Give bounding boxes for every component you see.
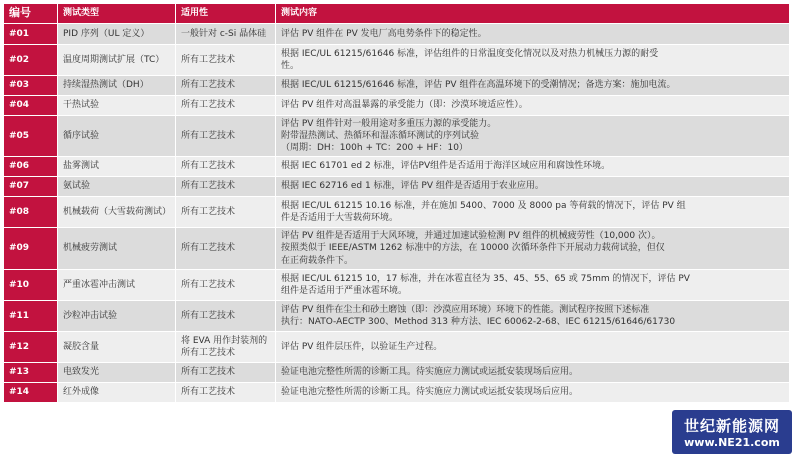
- row-test-type: 凝胶含量: [58, 332, 176, 362]
- row-content: [276, 76, 790, 95]
- row-test-type: 干热试验: [58, 96, 176, 115]
- row-test-type: 机械载荷（大雪载荷测试）: [58, 197, 176, 227]
- watermark-url: www.NE21.com: [684, 436, 780, 449]
- row-id: #08: [4, 197, 58, 227]
- row-applicability: 所有工艺技术: [176, 96, 276, 115]
- header-id: 编号: [4, 4, 58, 23]
- row-id: #11: [4, 301, 58, 331]
- row-id: #09: [4, 228, 58, 269]
- row-applicability: 将 EVA 用作封装剂的所有工艺技术: [176, 332, 276, 362]
- content-line: 根据 IEC/UL 61215/61646 标准，评估组件的日常温度变化情况以及对热力机械压力源的耐受: [281, 48, 659, 59]
- row-applicability: 所有工艺技术: [176, 76, 276, 95]
- watermark-title: 世纪新能源网: [683, 417, 780, 435]
- content-line: 附带湿热测试、热循环和湿冻循环测试的序列试验: [281, 130, 480, 141]
- row-id: #10: [4, 270, 58, 300]
- row-applicability: 所有工艺技术: [176, 45, 276, 75]
- test-table: [4, 4, 790, 402]
- content-line: 验证电池完整性所需的诊断工具。待实施应力测试或运抵安装现场后应用。: [281, 367, 579, 378]
- content-line: 评估 PV 组件是否适用于大风环境，并通过加速试验检测 PV 组件的机械疲劳性（10,000 次）。: [281, 231, 661, 242]
- content-line: 评估 PV 组件针对一般用途对多重压力源的承受能力。: [281, 118, 497, 129]
- row-test-type: 机械疲劳测试: [58, 228, 176, 269]
- row-test-type: 电致发光: [58, 363, 176, 382]
- content-line: 性。: [281, 61, 300, 71]
- content-line: 按照类似于 IEEE/ASTM 1262 标准中的方法，在 10000 次循环条件下开展动力载荷试验，但仅: [281, 243, 665, 254]
- row-content: [276, 383, 790, 402]
- row-applicability: 所有工艺技术: [176, 116, 276, 156]
- row-applicability: 一般针对 c-Si 晶体硅: [176, 24, 276, 44]
- row-test-type: 盐雾测试: [58, 157, 176, 176]
- row-test-type: 红外成像: [58, 383, 176, 402]
- row-id: #14: [4, 383, 58, 402]
- header-content: 测试内容: [276, 4, 790, 23]
- row-applicability: 所有工艺技术: [176, 197, 276, 227]
- row-test-type: 循序试验: [58, 116, 176, 156]
- row-content: [276, 116, 790, 156]
- row-content: [276, 228, 790, 269]
- content-line: 组件是否适用于严重冰雹环境。: [281, 286, 408, 296]
- content-line: 评估 PV 组件对高温暴露的承受能力（即：沙漠环境适应性）。: [281, 100, 528, 111]
- row-test-type: 沙粒冲击试验: [58, 301, 176, 331]
- row-content: [276, 157, 790, 176]
- row-applicability: 所有工艺技术: [176, 228, 276, 269]
- row-id: #07: [4, 177, 58, 196]
- row-test-type: 持续湿热测试（DH）: [58, 76, 176, 95]
- content-line: 根据 IEC 61701 ed 2 标准，评估PV组件是否适用于海洋区域应用和腐蚀性环境。: [281, 161, 611, 172]
- row-test-type: 严重冰雹冲击测试: [58, 270, 176, 300]
- header-type: 测试类型: [58, 4, 176, 23]
- row-id: #12: [4, 332, 58, 362]
- row-applicability: 所有工艺技术: [176, 157, 276, 176]
- row-applicability: 所有工艺技术: [176, 363, 276, 382]
- row-content: [276, 177, 790, 196]
- row-id: #02: [4, 45, 58, 75]
- content-line: 件是否适用于大雪载荷环境。: [281, 213, 399, 223]
- row-content: [276, 96, 790, 115]
- row-id: #01: [4, 24, 58, 44]
- content-line: 根据 IEC/UL 61215 10，17 标准，并在冰雹直径为 35、45、55、65 或 75mm 的情况下，评估 PV: [281, 273, 690, 284]
- row-content: [276, 45, 790, 75]
- header-applicability: 适用性: [176, 4, 276, 23]
- watermark-logo: [672, 410, 792, 454]
- row-test-type: PID 序列（UL 定义）: [58, 24, 176, 44]
- row-content: [276, 301, 790, 331]
- content-line: 评估 PV 组件在尘土和砂土磨蚀（即：沙漠应用环境）环境下的性能。测试程序按照下述标准: [281, 304, 650, 315]
- content-line: 验证电池完整性所需的诊断工具。待实施应力测试或运抵安装现场后应用。: [281, 387, 579, 398]
- row-content: [276, 363, 790, 382]
- row-id: #04: [4, 96, 58, 115]
- row-test-type: 温度周期测试扩展（TC）: [58, 45, 176, 75]
- row-applicability: 所有工艺技术: [176, 301, 276, 331]
- content-line: 评估 PV 组件在 PV 发电厂高电势条件下的稳定性。: [281, 28, 487, 39]
- row-content: [276, 197, 790, 227]
- row-content: [276, 24, 790, 44]
- content-line: （周期：DH：100h + TC：200 + HF：10）: [281, 143, 468, 154]
- row-id: #13: [4, 363, 58, 382]
- row-applicability: 所有工艺技术: [176, 270, 276, 300]
- content-line: 根据 IEC 62716 ed 1 标准，评估 PV 组件是否适用于农业应用。: [281, 181, 544, 192]
- row-id: #06: [4, 157, 58, 176]
- row-id: #03: [4, 76, 58, 95]
- content-line: 执行：NATO-AECTP 300、Method 313 种方法、IEC 60062-2-68、IEC 61215/61646/61730: [281, 317, 676, 327]
- row-content: [276, 270, 790, 300]
- row-applicability: 所有工艺技术: [176, 383, 276, 402]
- row-content: [276, 332, 790, 362]
- content-line: 在正荷载条件下。: [281, 255, 354, 266]
- content-line: 根据 IEC/UL 61215 10.16 标准，并在施加 5400、7000 及 8000 pa 等荷载的情况下，评估 PV 组: [281, 200, 686, 211]
- row-id: #05: [4, 116, 58, 156]
- content-line: 评估 PV 组件层压件，以验证生产过程。: [281, 341, 443, 352]
- content-line: 根据 IEC/UL 61215/61646 标准，评估 PV 组件在高温环境下的受潮情况；备选方案：施加电流。: [281, 80, 676, 91]
- row-test-type: 氨试验: [58, 177, 176, 196]
- row-applicability: 所有工艺技术: [176, 177, 276, 196]
